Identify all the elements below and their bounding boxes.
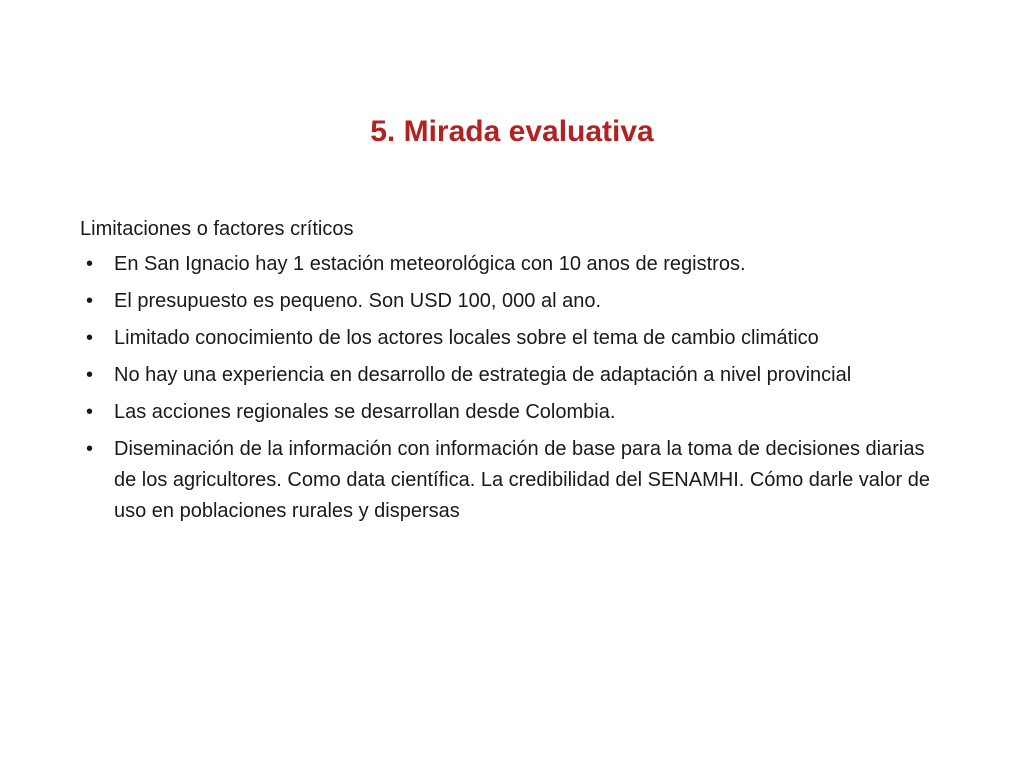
slide-title: 5. Mirada evaluativa (370, 115, 654, 148)
bullet-dot-icon: • (86, 327, 94, 349)
bullet-item (80, 434, 940, 527)
bullet-text: Diseminación de la información con información de base para la toma de decisiones diarias de los agricultores. Como data científica. La credibilidad del SENAMHI. Cómo darle valor de uso en poblaciones rurales y dispersas (114, 438, 930, 522)
bullet-dot-icon: • (86, 401, 94, 423)
bullet-text: El presupuesto es pequeno. Son USD 100, 000 al ano. (114, 290, 602, 312)
bullet-dot-icon: • (86, 438, 94, 460)
bullet-list (80, 249, 940, 527)
bullet-dot-icon: • (86, 290, 94, 312)
bullet-dot-icon: • (86, 364, 94, 386)
bullet-item (80, 249, 940, 280)
bullet-text: Limitado conocimiento de los actores locales sobre el tema de cambio climático (114, 327, 819, 349)
bullet-text: En San Ignacio hay 1 estación meteorológica con 10 anos de registros. (114, 253, 746, 275)
bullet-text: Las acciones regionales se desarrollan desde Colombia. (114, 401, 616, 423)
slide-content (80, 214, 940, 533)
bullet-item (80, 286, 940, 317)
section-subtitle: Limitaciones o factores críticos (80, 218, 354, 240)
bullet-text: No hay una experiencia en desarrollo de estrategia de adaptación a nivel provincial (114, 364, 852, 386)
bullet-item (80, 360, 940, 391)
bullet-item (80, 323, 940, 354)
bullet-item (80, 397, 940, 428)
bullet-dot-icon: • (86, 253, 94, 275)
